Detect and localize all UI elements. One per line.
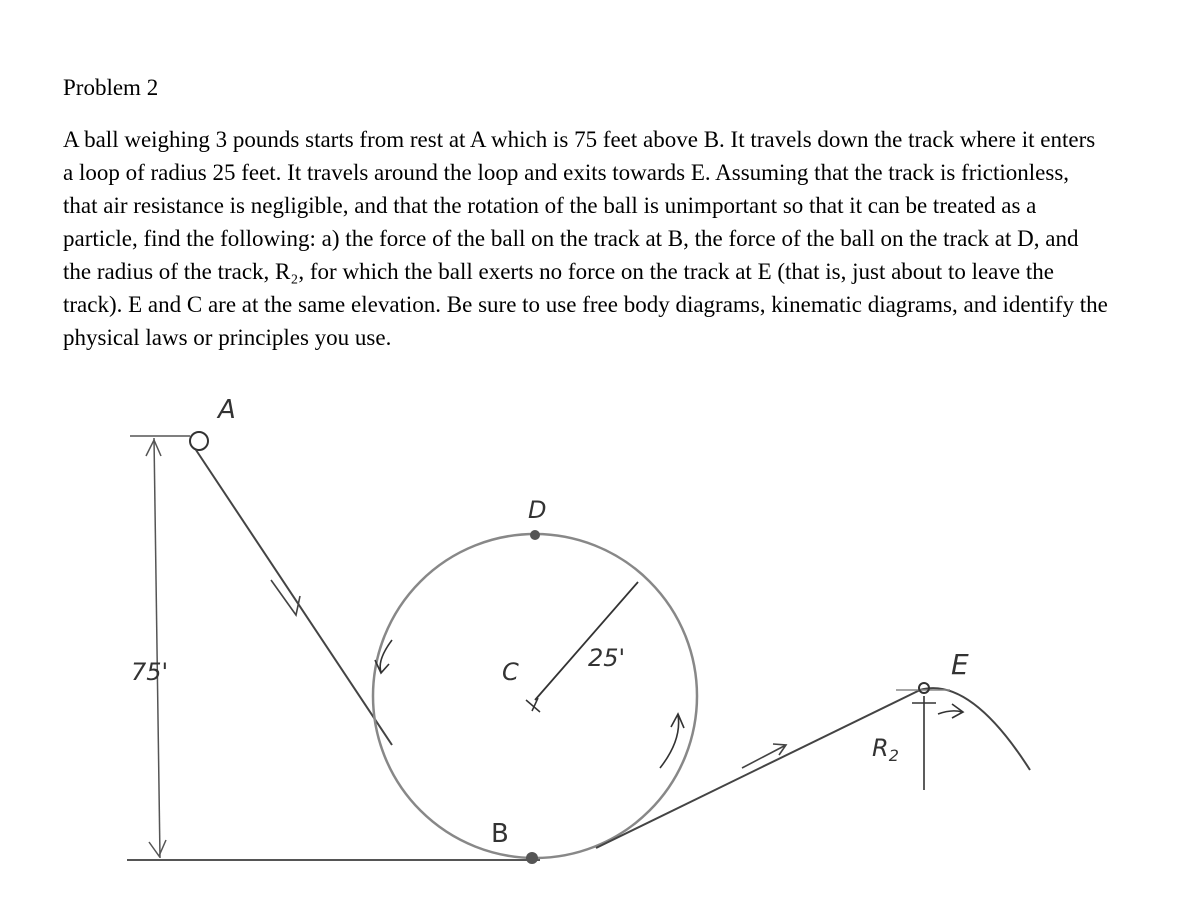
loop-track bbox=[373, 534, 697, 858]
exit-arrow bbox=[742, 744, 786, 768]
height-dimension-line bbox=[154, 438, 160, 858]
problem-statement: A ball weighing 3 pounds starts from rest at A which is 75 feet above B. It travels down the track where it enters a loop of radius 25 feet. It travels around the loop and exits towards E. Assuming that the track is frictionless, that air resistance is negligible, and that the rotation of the ball is unimportant so that it can be treated as a particle, find the following: a) the force of the ball on the track at B, the force of the ball on the track at D, and the radius of the track, R₂, for which the ball exerts no force on the track at E (that is, just about to leave the track). E and C are at the same elevation. Be sure to use free body diagrams, kinematic diagrams, and identify the physical laws or principles you use. bbox=[63, 127, 1108, 350]
label-e: E bbox=[951, 648, 969, 681]
height-arrow-down bbox=[149, 840, 166, 856]
label-b: B bbox=[491, 819, 509, 849]
label-c: C bbox=[502, 658, 519, 686]
radius-label: 25' bbox=[588, 644, 626, 672]
point-b bbox=[526, 852, 538, 864]
r2-label: $R_2$ bbox=[872, 734, 899, 765]
height-label: 75' bbox=[131, 658, 169, 686]
ball-a bbox=[190, 432, 208, 450]
point-d bbox=[530, 530, 540, 540]
label-d: D bbox=[528, 496, 547, 524]
loop-arrow-right bbox=[660, 714, 684, 768]
hill-track bbox=[920, 688, 1030, 770]
label-a: A bbox=[218, 395, 236, 425]
radius-line bbox=[535, 582, 638, 700]
e-arrow bbox=[938, 704, 963, 718]
problem-heading: Problem 2 bbox=[63, 75, 159, 100]
center-mark bbox=[526, 698, 540, 712]
incline-track bbox=[196, 450, 392, 745]
exit-track bbox=[596, 690, 920, 848]
